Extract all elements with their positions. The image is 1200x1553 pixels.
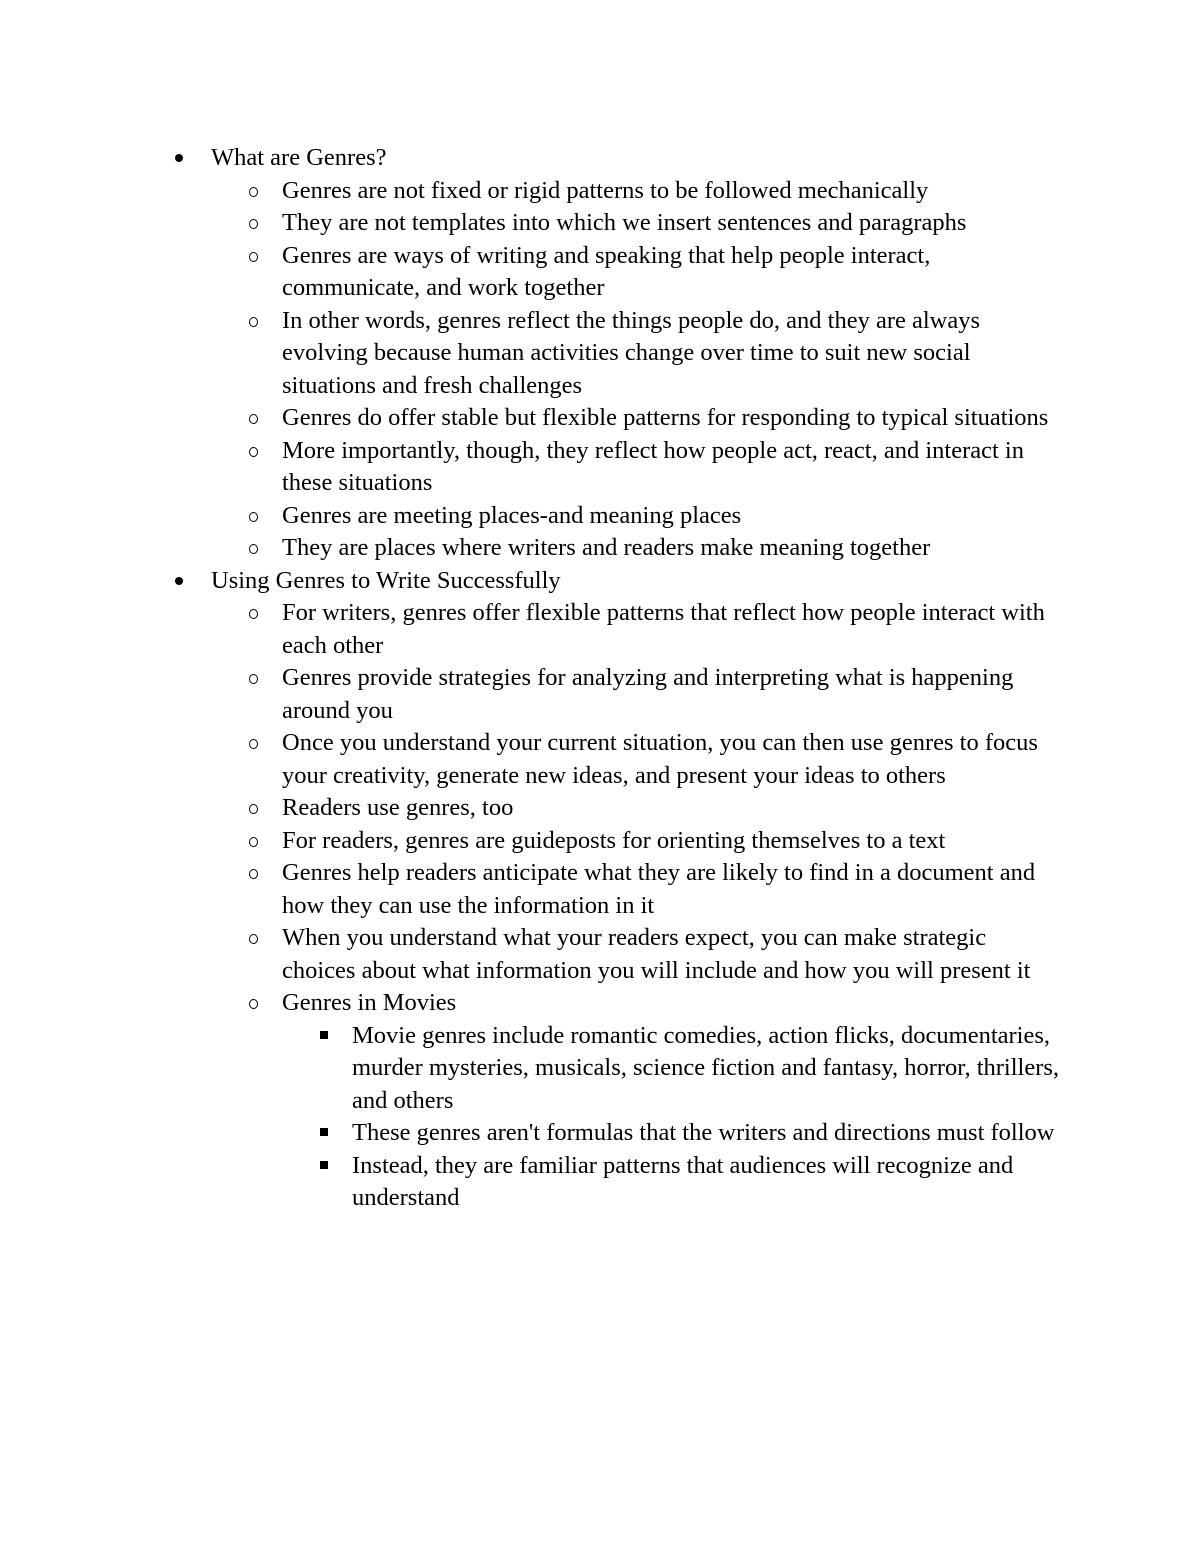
list-item-text: For readers, genres are guideposts for orienting themselves to a text — [282, 826, 946, 854]
list-item-text: More importantly, though, they reflect how people act, react, and interact in these situations — [282, 436, 1024, 496]
bullet-circle-icon — [249, 837, 258, 847]
bullet-circle-icon — [249, 414, 258, 424]
outline-list — [0, 142, 1200, 1215]
list-item — [0, 597, 1200, 662]
bullet-circle-icon — [249, 804, 258, 814]
list-item-text: Genres are meeting places-and meaning places — [282, 501, 742, 529]
list-item-text: For writers, genres offer flexible patterns that reflect how people interact with each other — [282, 599, 1045, 659]
list-item-text: When you understand what your readers expect, you can make strategic choices about what information you will include and how you will present it — [282, 924, 1031, 984]
bullet-circle-icon — [249, 187, 258, 197]
list-item-text: Genres are not fixed or rigid patterns to be followed mechanically — [282, 176, 929, 204]
bullet-circle-icon — [249, 999, 258, 1009]
section-what-are-genres — [0, 142, 1200, 565]
sub-list-item — [0, 1117, 1200, 1150]
list-item — [0, 825, 1200, 858]
section-heading: Using Genres to Write Successfully — [211, 566, 561, 594]
list-item — [0, 175, 1200, 208]
list-item — [0, 500, 1200, 533]
list-item — [0, 532, 1200, 565]
list-item-text: Once you understand your current situation, you can then use genres to focus your creativity, generate new ideas, and present your ideas to others — [282, 729, 1038, 789]
bullet-circle-icon — [249, 219, 258, 229]
bullet-disc-icon — [175, 154, 183, 162]
list-item — [0, 857, 1200, 922]
bullet-circle-icon — [249, 544, 258, 554]
list-item-text: Genres in Movies — [282, 989, 457, 1016]
list-item — [0, 240, 1200, 305]
outline — [0, 142, 1200, 1215]
list-item — [0, 435, 1200, 500]
list-item — [0, 207, 1200, 240]
sub-items — [0, 1020, 1200, 1215]
bullet-circle-icon — [249, 512, 258, 522]
bullet-circle-icon — [249, 317, 258, 327]
section-items — [0, 175, 1200, 565]
list-item-text: Genres do offer stable but flexible patterns for responding to typical situations — [282, 404, 1049, 431]
list-item — [0, 305, 1200, 403]
list-item-text: Readers use genres, too — [282, 794, 514, 821]
bullet-circle-icon — [249, 739, 258, 749]
list-item — [0, 727, 1200, 792]
bullet-circle-icon — [249, 869, 258, 879]
list-item-text: In other words, genres reflect the things people do, and they are always evolving because human activities change over time to suit new social situations and fresh challenges — [282, 306, 981, 399]
list-item-text: Genres are ways of writing and speaking that help people interact, communicate, and work together — [282, 241, 931, 301]
sub-list-item-text: Instead, they are familiar patterns that audiences will recognize and understand — [352, 1151, 1014, 1211]
bullet-disc-icon — [175, 577, 183, 585]
bullet-circle-icon — [249, 674, 258, 684]
list-item-text: Genres provide strategies for analyzing and interpreting what is happening around you — [282, 664, 1014, 724]
list-item — [0, 922, 1200, 987]
sub-list-item-text: Movie genres include romantic comedies, action flicks, documentaries, murder mysteries, musicals, science fiction and fantasy, horror, thrillers, and others — [352, 1021, 1060, 1114]
section-heading: What are Genres? — [211, 144, 387, 171]
list-item-text: They are places where writers and readers make meaning together — [282, 534, 931, 561]
sub-list-item — [0, 1020, 1200, 1118]
bullet-square-icon — [320, 1161, 328, 1169]
bullet-square-icon — [320, 1031, 328, 1039]
section-using-genres — [0, 565, 1200, 1215]
list-item — [0, 662, 1200, 727]
bullet-square-icon — [320, 1128, 328, 1136]
list-item — [0, 792, 1200, 825]
bullet-circle-icon — [249, 609, 258, 619]
list-item-text: Genres help readers anticipate what they are likely to find in a document and how they can use the information in it — [282, 859, 1036, 919]
list-item-text: They are not templates into which we insert sentences and paragraphs — [282, 209, 967, 236]
bullet-circle-icon — [249, 934, 258, 944]
bullet-circle-icon — [249, 447, 258, 457]
bullet-circle-icon — [249, 252, 258, 262]
list-item — [0, 402, 1200, 435]
section-items — [0, 597, 1200, 1215]
list-item-genres-in-movies — [0, 987, 1200, 1215]
sub-list-item — [0, 1150, 1200, 1215]
sub-list-item-text: These genres aren't formulas that the writers and directions must follow — [352, 1119, 1055, 1146]
